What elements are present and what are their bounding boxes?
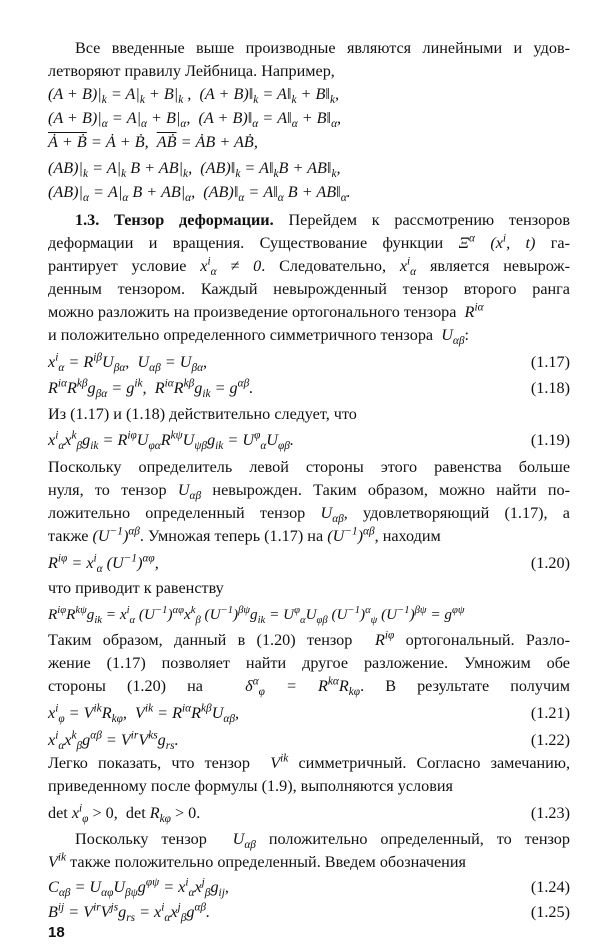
equation-number: (1.25) — [530, 903, 570, 921]
text-line: Все введенные выше производные являются линейными и удов- — [75, 39, 570, 57]
text-line: деформации и вращения. Существование функции $\Xi^\alpha$ ($x^i$, t) га- — [48, 232, 570, 252]
text-line: можно разложить на произведение ортогонального тензора $R^{i\alpha}$ — [48, 301, 484, 321]
equation-number: (1.22) — [530, 731, 570, 749]
section-heading-line: 1.3. Тензор деформации. Перейдем к рассмотрению тензоров — [75, 211, 571, 229]
equation: $x^i_\alpha = R^{i\beta}U_{\beta\alpha}$, $U_{\alpha\beta} = U_{\beta\alpha}$, — [48, 351, 208, 375]
formula-line: $(AB)|_\alpha = A|_\alpha$ $B + AB|_\alpha$, $(AB)‖_\alpha$ = $A‖_\alpha$ $B + AB‖_\alpha$. — [48, 183, 351, 205]
formula-line: $(A + B)|_k = A|_k + B|_k$ , $(A + B)‖_k$ = $A‖_k$ + $B‖_k$, — [48, 85, 340, 107]
equation: $R^{i\varphi}R^{k\psi}g_{ik} = x^i_\alpha$ $(U^{-1})^{\alpha\varphi}x^k_\beta$ $(U^{-1})^{\beta\psi}g_{ik} = U^\varphi_\alpha U_{\varphi\beta}$ $(U^{-1})^\alpha_\psi$ $(U^{-1})^{\beta\psi} = g^{\varphi\psi}$ — [48, 604, 465, 627]
text-line: $V^{ik}$ также положительно определенный. Введем обозначения — [48, 851, 466, 871]
text-line: стороны (1.20) на $\delta^\alpha_\varphi = R^{k\alpha}R_{k\varphi}$. В результате получим — [48, 675, 570, 699]
equation: $B^{ij} = V^{ir}V^{js}g_{rs} = x^i_\alpha x^j_\beta g^{\alpha\beta}$. — [48, 901, 211, 925]
equation: $\det x^i_\varphi > 0$, $\det R_{k\varphi} > 0$. — [48, 802, 201, 826]
text-line: жение (1.17) позволяет найти другое разложение. Умножим обе — [48, 654, 570, 672]
equation: $C_{\alpha\beta} = U_{\alpha\varphi}U_{\beta\psi}g^{\varphi\psi} = x^i_\alpha x^j_\beta g_{ij}$, — [48, 876, 229, 900]
equation: $x^i_\alpha x^k_\beta g^{\alpha\beta} = V^{ir}V^{ks}g_{rs}$. — [48, 729, 179, 753]
text-line: приведенному после формулы (1.9), выполняются условия — [48, 777, 453, 795]
equation-number: (1.18) — [530, 379, 570, 397]
text-line: рантирует условие $x^i_\alpha \ne 0$. Следовательно, $x^i_\alpha$ является невырож- — [48, 255, 570, 279]
formula-line: $(AB)|_k = A|_k$ $B + AB|_k$, $(AB)‖_k$ = $A‖_kB$ + $AB‖_k$, — [48, 159, 341, 181]
equation-number: (1.23) — [530, 804, 570, 822]
text-line: Из (1.17) и (1.18) действительно следует, что — [48, 405, 357, 423]
text-line: Поскольку определитель левой стороны этого равенства больше — [48, 458, 570, 476]
equation: $x^i_\alpha x^k_\beta g_{ik} = R^{i\varphi}U_{\varphi\alpha}R^{k\psi}U_{\psi\beta}g_{ik} = U^\varphi_\alpha U_{\varphi\beta}$. — [48, 429, 294, 453]
equation-number: (1.19) — [530, 431, 570, 449]
text-line: Таким образом, данный в (1.20) тензор $R^{i\varphi}$ ортогональный. Разло- — [48, 629, 570, 649]
text-line: Поскольку тензор $U_{\alpha\beta}$ положительно определенный, то тензор — [75, 830, 570, 852]
equation: $x^i_\varphi = V^{ik}R_{k\varphi}$, $V^{ik} = R^{i\alpha}R^{k\beta}U_{\alpha\beta}$, — [48, 702, 240, 726]
section-heading: 1.3. Тензор деформации. — [75, 211, 274, 229]
text-line: что приводит к равенству — [48, 579, 224, 597]
text-line: денным тензором. Каждый невырожденный тензор второго ранга — [48, 280, 570, 298]
text-line: и положительно определенного симметричного тензора $U_{\alpha\beta}$: — [48, 326, 469, 348]
page-number: 18 — [48, 924, 65, 941]
equation-number: (1.17) — [530, 353, 570, 371]
equation-number: (1.21) — [530, 704, 570, 722]
equation: $R^{i\alpha}R^{k\beta}g_{\beta\alpha} = g^{ik}$, $R^{i\alpha}R^{k\beta}g_{ik} = g^{\alpha\beta}$. — [48, 377, 254, 401]
text-line: нуля, то тензор $U_{\alpha\beta}$ невырожден. Таким образом, можно найти по- — [48, 481, 570, 503]
equation-number: (1.24) — [530, 878, 570, 896]
text-line: также $(U^{-1})^{\alpha\beta}$. Умножая теперь (1.17) на $(U^{-1})^{\alpha\beta}$, находим — [48, 525, 441, 545]
equation: $R^{i\varphi} = x^i_\alpha$ $(U^{-1})^{\alpha\varphi}$, — [48, 552, 159, 576]
text-line: летворяют правилу Лейбница. Например, — [48, 62, 335, 80]
text-line: Легко показать, что тензор $V^{ik}$ симметричный. Согласно замечанию, — [48, 752, 570, 772]
formula-line: Ȧ + Ḃ = Ȧ + Ḃ, $\overline{AB}̇$ = ȦB + AḂ, — [48, 133, 258, 151]
text-line: ложительно определенный тензор $U_{\alpha\beta}$, удовлетворяющий (1.17), а — [48, 504, 570, 526]
equation-number: (1.20) — [530, 554, 570, 572]
formula-line: $(A + B)|_\alpha = A|_\alpha + B|_\alpha$, $(A + B)‖_\alpha$ = $A‖_\alpha$ + $B‖_\alpha$, — [48, 109, 342, 131]
